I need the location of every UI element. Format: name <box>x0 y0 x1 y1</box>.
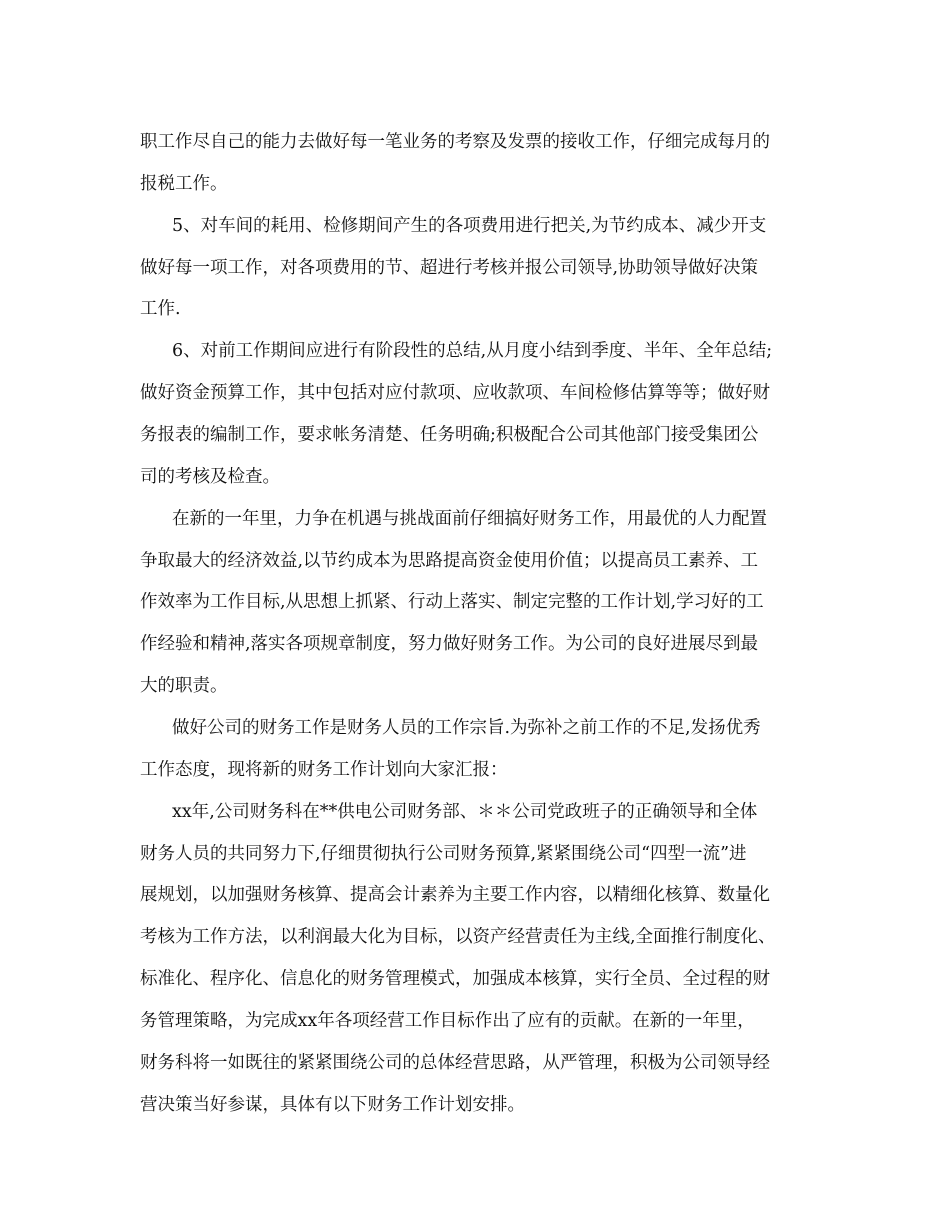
text-line: 考核为工作方法，以利润最大化为目标，以资产经营责任为主线,全面推行制度化、 <box>140 927 776 947</box>
text-line: 务报表的编制工作，要求帐务清楚、任务明确;积极配合公司其他部门接受集团公 <box>140 425 759 445</box>
text-line: 财务科将一如既往的紧紧围绕公司的总体经营思路，从严管理，积极为公司领导经 <box>140 1053 770 1073</box>
text-line: xx年,公司财务科在**供电公司财务部、＊＊公司党政班子的正确领导和全体 <box>172 802 758 822</box>
text-line: 作效率为工作目标,从思想上抓紧、行动上落实、制定完整的工作计划,学习好的工 <box>140 592 764 612</box>
text-line: 职工作尽自己的能力去做好每一笔业务的考察及发票的接收工作，仔细完成每月的 <box>140 132 770 152</box>
text-line: 营决策当好参谋，具体有以下财务工作计划安排。 <box>140 1095 525 1115</box>
text-line: 报税工作。 <box>140 174 228 194</box>
text-line: 财务人员的共同努力下,仔细贯彻执行公司财务预算,紧紧围绕公司“四型一流”进 <box>140 844 747 864</box>
text-line: 6、对前工作期间应进行有阶段性的总结,从月度小结到季度、半年、全年总结; <box>172 341 773 361</box>
text-line: 大的职责。 <box>140 676 228 696</box>
text-line: 争取最大的经济效益,以节约成本为思路提高资金使用价值；以提高员工素养、工 <box>140 551 759 571</box>
text-line: 5、对车间的耗用、检修期间产生的各项费用进行把关,为节约成本、减少开支 <box>172 216 767 236</box>
text-line: 做好公司的财务工作是财务人员的工作宗旨.为弥补之前工作的不足,发扬优秀 <box>172 718 761 738</box>
text-line: 做好资金预算工作，其中包括对应付款项、应收款项、车间检修估算等等；做好财 <box>140 383 770 403</box>
text-line: 作经验和精神,落实各项规章制度，努力做好财务工作。为公司的良好进展尽到最 <box>140 634 759 654</box>
text-line: 工作态度，现将新的财务工作计划向大家汇报： <box>140 760 508 780</box>
text-line: 标准化、程序化、信息化的财务管理模式，加强成本核算，实行全员、全过程的财 <box>140 969 770 989</box>
text-line: 司的考核及检查。 <box>140 467 280 487</box>
text-line: 做好每一项工作，对各项费用的节、超进行考核并报公司领导,协助领导做好决策 <box>140 258 759 278</box>
text-line: 工作. <box>140 299 181 319</box>
text-line: 务管理策略，为完成xx年各项经营工作目标作出了应有的贡献。在新的一年里， <box>140 1011 755 1031</box>
text-line: 在新的一年里，力争在机遇与挑战面前仔细搞好财务工作，用最优的人力配置 <box>172 509 767 529</box>
text-line: 展规划，以加强财务核算、提高会计素养为主要工作内容，以精细化核算、数量化 <box>140 885 770 905</box>
